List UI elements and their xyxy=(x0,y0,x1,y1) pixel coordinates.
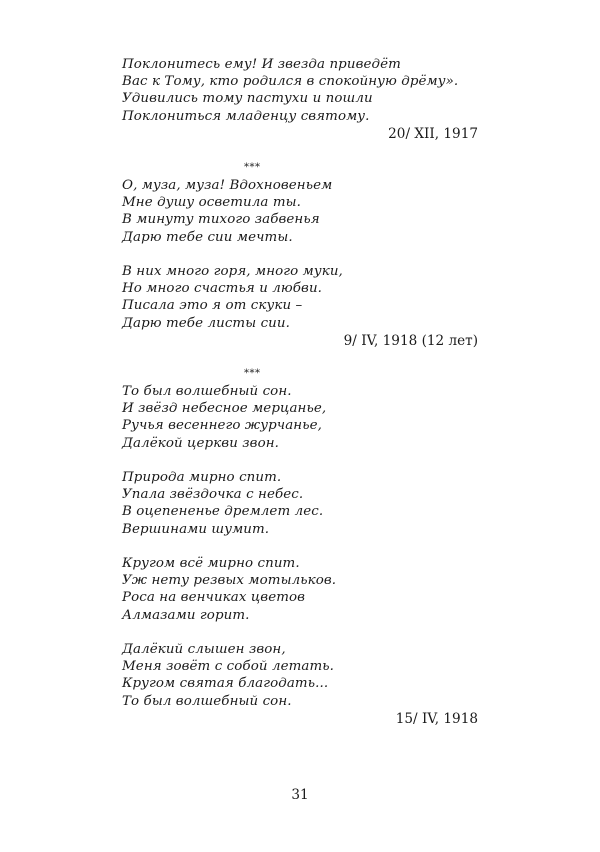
poem-line: Ручья весеннего журчанье, xyxy=(122,418,322,434)
poem-line: То был волшебный сон. xyxy=(122,693,292,709)
poem-line: Дарю тебе листы сии. xyxy=(122,315,290,331)
poem-line: Роса на венчиках цветов xyxy=(122,590,306,606)
poem-line: Кругом всё мирно спит. xyxy=(122,556,300,571)
poem-line: В них много горя, много муки, xyxy=(122,264,343,279)
poem-line: Поклониться младенцу святому. xyxy=(122,108,370,124)
poem2-separator: *** xyxy=(244,162,261,173)
poem3-stanza-3 xyxy=(122,555,482,624)
poem-line: О, муза, муза! Вдохновеньем xyxy=(122,178,333,193)
poem-line: В минуту тихого забвенья xyxy=(122,212,320,228)
poem-line: Писала это я от скуки – xyxy=(122,298,303,314)
poem3-stanza-1 xyxy=(122,383,482,452)
poem-line: Уж нету резвых мотыльков. xyxy=(122,573,337,589)
poem-line: То был волшебный сон. xyxy=(122,384,292,399)
poem2-date: 9/ IV, 1918 (12 лет) xyxy=(343,333,478,349)
poem-line: Дарю тебе сии мечты. xyxy=(122,229,293,245)
poem-line: Далёкий слышен звон, xyxy=(122,642,286,657)
poem-line: Вас к Тому, кто родился в спокойную дрёму». xyxy=(122,74,459,90)
poem3-stanza-4 xyxy=(122,641,482,710)
poem-line: Мне душу осветила ты. xyxy=(122,195,302,211)
poem-line: Далёкой церкви звон. xyxy=(122,435,280,451)
poem-line: Поклонитесь ему! И звезда приведёт xyxy=(122,57,401,72)
poem-line: Но много счастья и любви. xyxy=(122,281,323,297)
poem1-date: 20/ XII, 1917 xyxy=(388,126,478,142)
poem-line: Кругом святая благодать... xyxy=(122,676,329,692)
poem3-separator: *** xyxy=(244,368,261,379)
poem3-stanza-2 xyxy=(122,469,482,538)
poem2-stanza-2 xyxy=(122,263,482,332)
poem1-stanza xyxy=(122,56,482,125)
poem-line: Упала звёздочка с небес. xyxy=(122,487,304,503)
poem2-stanza-1 xyxy=(122,177,482,246)
poem-line: Алмазами горит. xyxy=(122,607,250,623)
poem-line: И звёзд небесное мерцанье, xyxy=(122,401,327,417)
poem-line: Удивились тому пастухи и пошли xyxy=(122,91,373,107)
poem-line: Вершинами шумит. xyxy=(122,521,270,537)
poem-line: Меня зовёт с собой летать. xyxy=(122,659,335,675)
page-number: 31 xyxy=(291,787,309,803)
poem-line: Природа мирно спит. xyxy=(122,470,282,485)
poem-line: В оцепененье дремлет лес. xyxy=(122,504,324,520)
poem3-date: 15/ IV, 1918 xyxy=(395,711,478,727)
